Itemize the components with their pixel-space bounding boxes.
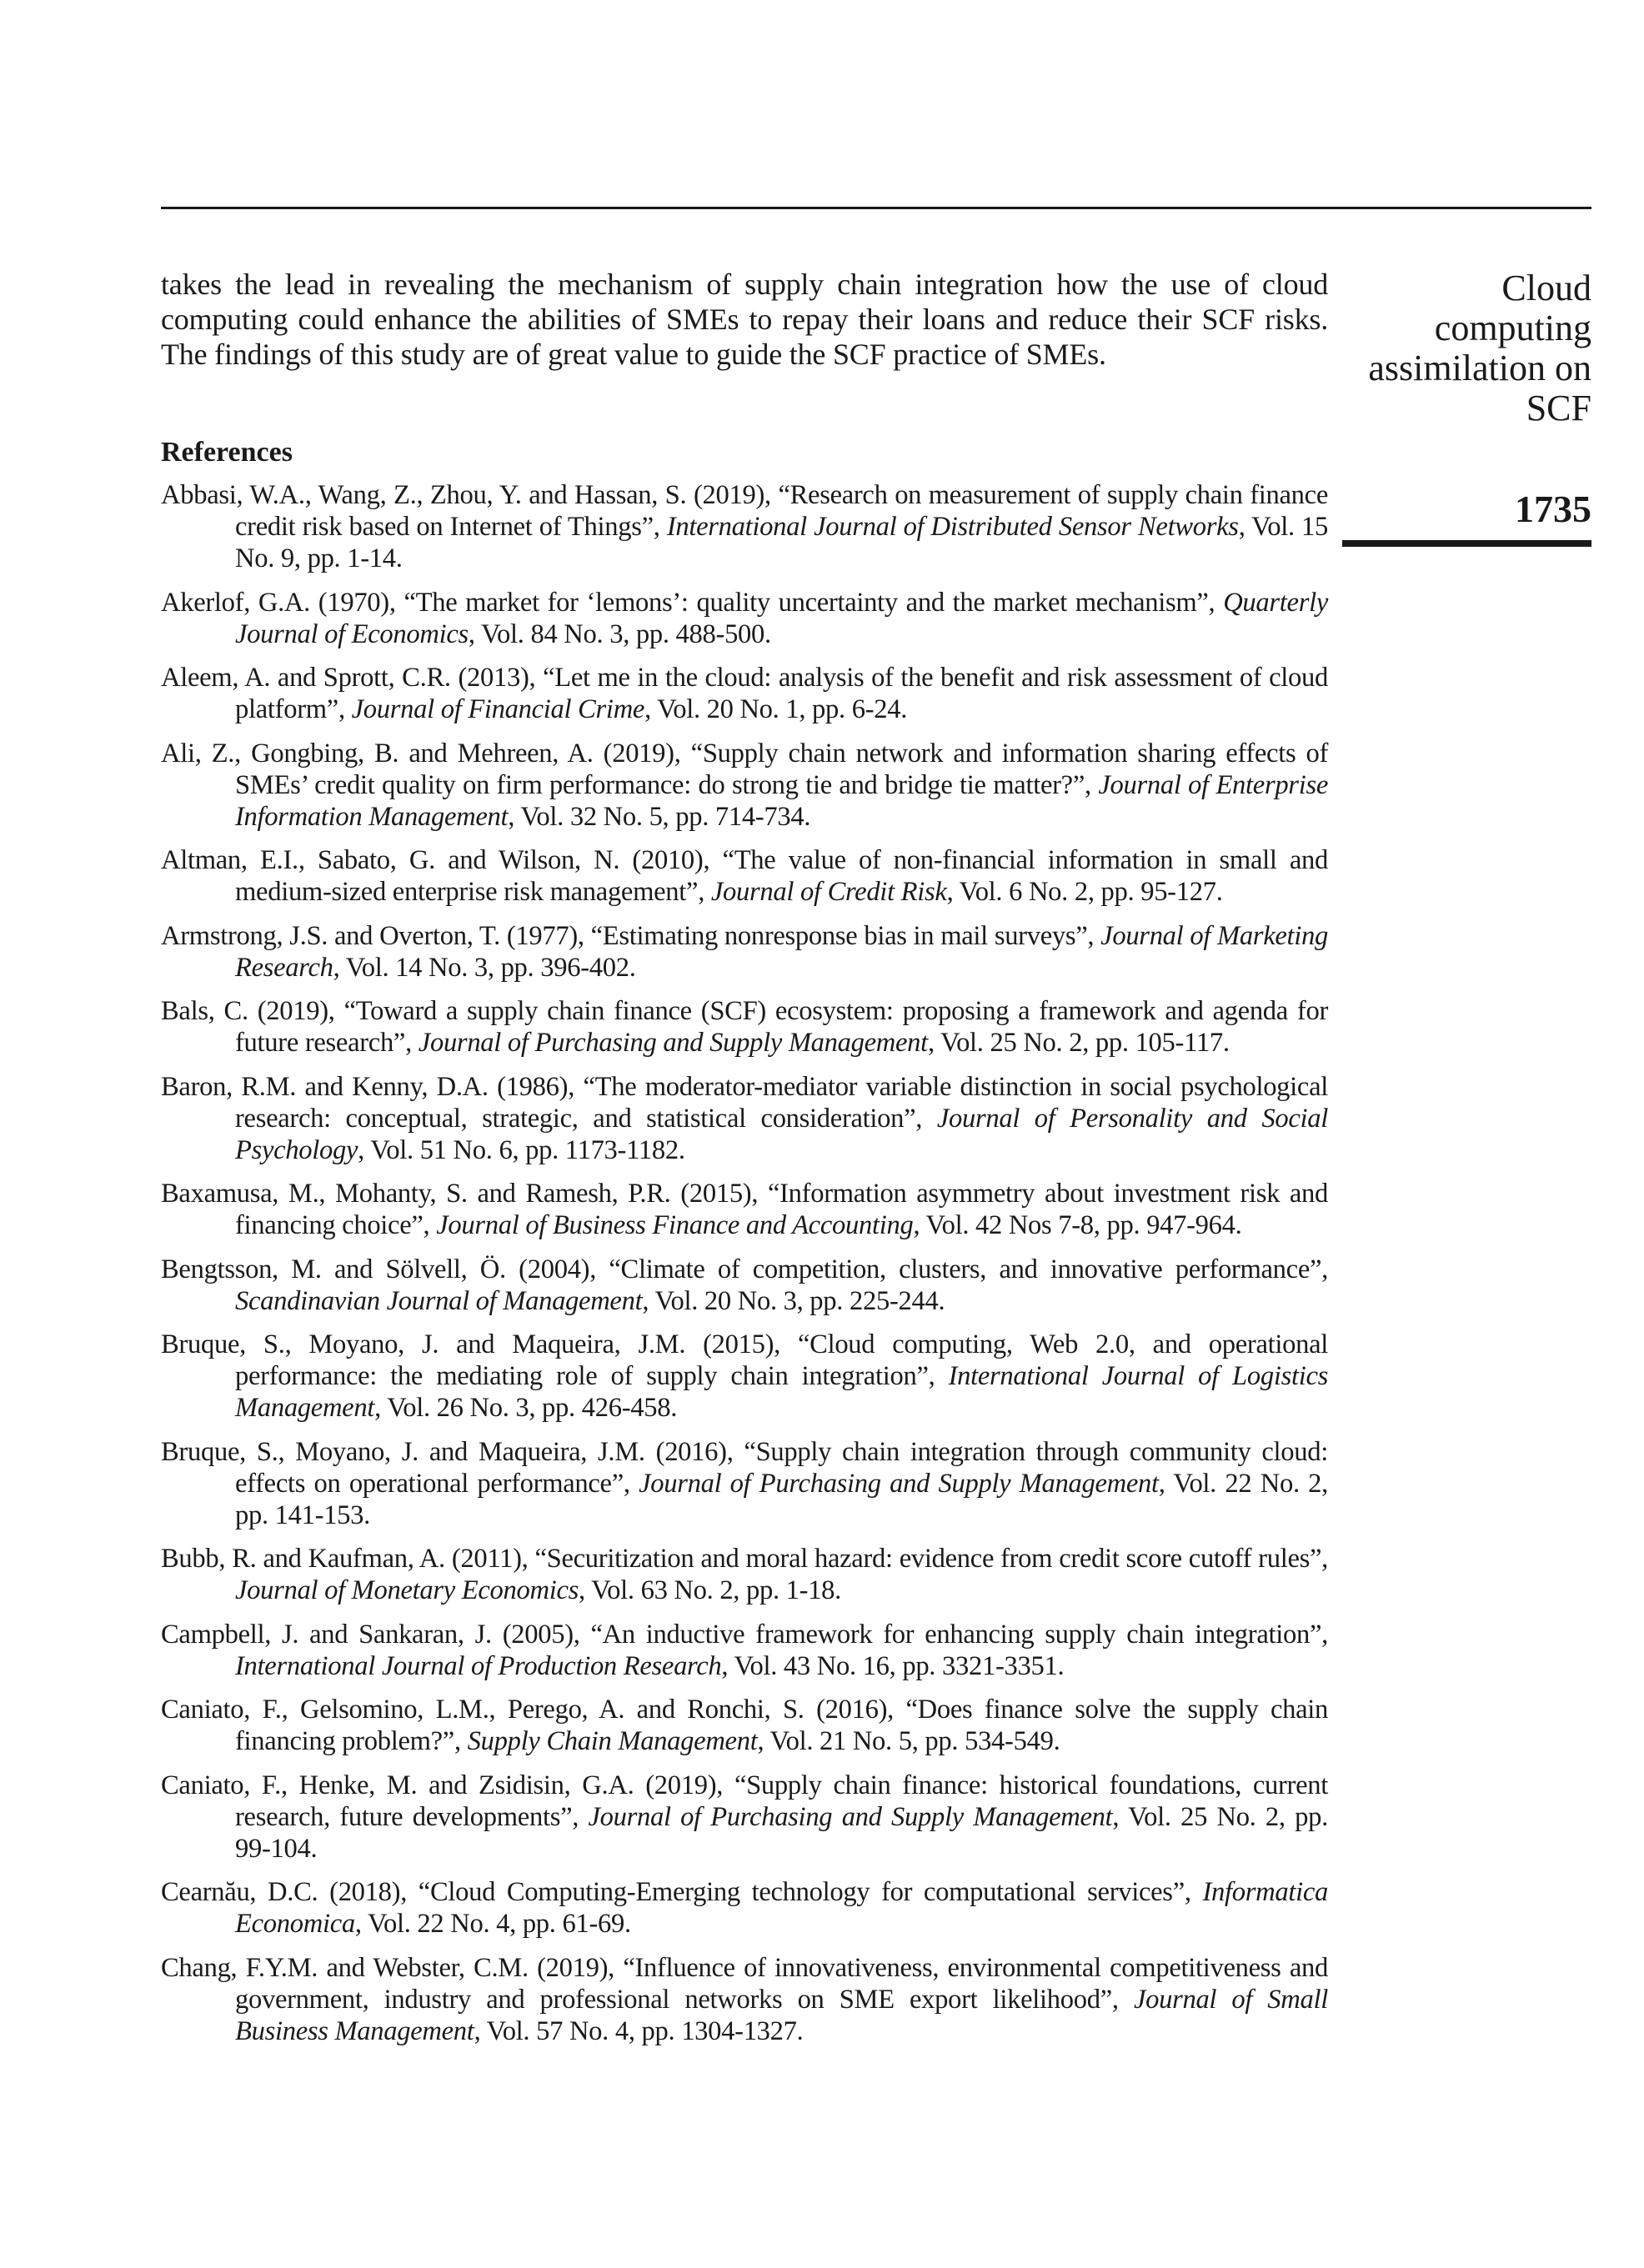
reference-entry <box>161 479 1328 574</box>
reference-details: , Vol. 21 No. 5, pp. 534-549. <box>757 1726 1060 1756</box>
reference-citation: Bruque, S., Moyano, J. and Maqueira, J.M. (2015), “Cloud computing, Web 2.0, and operational performance: the mediating role of supply chain integration”, <box>161 1329 1328 1391</box>
reference-journal: Scandinavian Journal of Management <box>235 1285 643 1316</box>
reference-details: , Vol. 42 Nos 7-8, pp. 947-964. <box>913 1210 1242 1240</box>
main-column <box>161 267 1328 2059</box>
reference-journal: Journal of Marketing Research <box>235 920 1328 983</box>
reference-journal: Journal of Business Finance and Accounting <box>436 1210 914 1240</box>
reference-entry <box>161 1770 1328 1865</box>
reference-entry <box>161 1694 1328 1757</box>
reference-details: , Vol. 20 No. 3, pp. 225-244. <box>642 1285 945 1316</box>
reference-details: , Vol. 15 No. 9, pp. 1-14. <box>235 512 1328 573</box>
reference-details: , Vol. 6 No. 2, pp. 95-127. <box>946 877 1223 907</box>
reference-citation: Caniato, F., Henke, M. and Zsidisin, G.A. (2019), “Supply chain finance: historical foundations, current research, future developments”, <box>161 1770 1328 1832</box>
reference-details: , Vol. 32 No. 5, pp. 714-734. <box>508 801 811 832</box>
reference-details: , Vol. 84 No. 3, pp. 488-500. <box>468 618 771 649</box>
page-number: 1735 <box>1515 488 1591 530</box>
reference-journal: Journal of Purchasing and Supply Management <box>418 1028 928 1058</box>
reference-citation: Altman, E.I., Sabato, G. and Wilson, N. (2010), “The value of non-financial information in small and medium-sized enterprise risk management”, <box>161 845 1328 907</box>
reference-journal: International Journal of Production Research <box>235 1650 722 1681</box>
running-title-line: Cloud <box>1501 268 1591 308</box>
reference-journal: International Journal of Distributed Sensor Networks <box>666 512 1239 542</box>
reference-list <box>161 479 1328 2047</box>
reference-citation: Bruque, S., Moyano, J. and Maqueira, J.M. (2016), “Supply chain integration through community cloud: effects on operational performance”, <box>161 1436 1328 1499</box>
reference-citation: Armstrong, J.S. and Overton, T. (1977), “Estimating nonresponse bias in mail surveys”, <box>161 920 1101 951</box>
reference-details: , Vol. 25 No. 2, pp. 105-117. <box>927 1028 1230 1058</box>
reference-details: , Vol. 43 No. 16, pp. 3321-3351. <box>721 1650 1065 1681</box>
reference-citation: Baxamusa, M., Mohanty, S. and Ramesh, P.R. (2015), “Information asymmetry about investment risk and financing choice”, <box>161 1179 1328 1240</box>
reference-details: , Vol. 57 No. 4, pp. 1304-1327. <box>474 2015 804 2046</box>
reference-journal: Informatica Economica <box>235 1877 1328 1939</box>
reference-citation: Bengtsson, M. and Sölvell, Ö. (2004), “Climate of competition, clusters, and innovative performance”, <box>161 1254 1328 1284</box>
reference-entry <box>161 1543 1328 1606</box>
reference-entry <box>161 1952 1328 2047</box>
reference-entry <box>161 662 1328 725</box>
reference-entry <box>161 1329 1328 1424</box>
intro-paragraph: takes the lead in revealing the mechanism of supply chain integration how the use of cloud computing could enhance the abilities of SMEs to repay their loans and reduce their SCF risks. The findings of this study are of great value to guide the SCF practice of SMEs. <box>161 268 1328 371</box>
reference-entry <box>161 844 1328 908</box>
reference-details: , Vol. 26 No. 3, pp. 426-458. <box>374 1393 678 1423</box>
reference-details: , Vol. 22 No. 2, pp. 141-153. <box>235 1468 1328 1530</box>
reference-entry <box>161 1619 1328 1682</box>
reference-entry <box>161 738 1328 833</box>
running-title-line: SCF <box>1526 388 1591 428</box>
reference-citation: Akerlof, G.A. (1970), “The market for ‘lemons’: quality uncertainty and the market mechanism”, <box>161 587 1224 618</box>
reference-citation: Baron, R.M. and Kenny, D.A. (1986), “The moderator-mediator variable distinction in social psychological research: conceptual, strategic, and statistical consideration”, <box>161 1071 1328 1134</box>
reference-journal: Journal of Personality and Social Psychology <box>235 1103 1328 1165</box>
reference-journal: Supply Chain Management <box>467 1726 758 1756</box>
reference-journal: Journal of Small Business Management <box>235 1984 1329 2046</box>
reference-details: , Vol. 22 No. 4, pp. 61-69. <box>354 1909 631 1939</box>
reference-journal: International Journal of Logistics Management <box>235 1361 1328 1423</box>
reference-citation: Cearnău, D.C. (2018), “Cloud Computing-Emerging technology for computational services”, <box>161 1877 1203 1907</box>
reference-entry <box>161 920 1328 984</box>
reference-citation: Campbell, J. and Sankaran, J. (2005), “An inductive framework for enhancing supply chain integration”, <box>161 1619 1328 1650</box>
reference-citation: Chang, F.Y.M. and Webster, C.M. (2019), “Influence of innovativeness, environmental competitiveness and government, industry and professional networks on SME export likelihood”, <box>161 1952 1328 2015</box>
reference-details: , Vol. 20 No. 1, pp. 6-24. <box>644 694 908 724</box>
reference-journal: Quarterly Journal of Economics <box>235 587 1328 649</box>
reference-journal: Journal of Credit Risk <box>710 877 947 907</box>
reference-citation: Abbasi, W.A., Wang, Z., Zhou, Y. and Hassan, S. (2019), “Research on measurement of supply chain finance credit risk based on Internet of Things”, <box>161 480 1328 542</box>
reference-journal: Journal of Purchasing and Supply Management <box>588 1801 1113 1832</box>
reference-details: , Vol. 14 No. 3, pp. 396-402. <box>333 952 636 983</box>
reference-journal: Journal of Monetary Economics <box>235 1575 579 1605</box>
reference-journal: Journal of Enterprise Information Management <box>235 769 1328 832</box>
header-rule <box>161 207 1591 209</box>
reference-entry <box>161 1436 1328 1531</box>
reference-citation: Aleem, A. and Sprott, C.R. (2013), “Let me in the cloud: analysis of the benefit and risk assessment of cloud platform”, <box>161 663 1328 724</box>
reference-entry <box>161 587 1328 650</box>
reference-entry <box>161 1071 1328 1166</box>
references-heading: References <box>161 437 293 468</box>
reference-citation: Bals, C. (2019), “Toward a supply chain finance (SCF) ecosystem: proposing a framework and agenda for future research”, <box>161 996 1328 1058</box>
reference-details: , Vol. 63 No. 2, pp. 1-18. <box>579 1575 842 1605</box>
reference-citation: Caniato, F., Gelsomino, L.M., Perego, A. and Ronchi, S. (2016), “Does finance solve the supply chain financing problem?”, <box>161 1695 1328 1756</box>
reference-entry <box>161 1254 1328 1317</box>
reference-details: , Vol. 25 No. 2, pp. 99-104. <box>235 1801 1328 1864</box>
reference-entry <box>161 1178 1328 1241</box>
reference-entry <box>161 995 1328 1059</box>
reference-journal: Journal of Financial Crime <box>351 694 645 724</box>
running-title-line: computing <box>1434 308 1591 348</box>
reference-details: , Vol. 51 No. 6, pp. 1173-1182. <box>358 1134 685 1165</box>
reference-entry <box>161 1876 1328 1940</box>
page-number-rule <box>1342 540 1591 547</box>
running-title-line: assimilation on <box>1368 348 1591 388</box>
reference-citation: Bubb, R. and Kaufman, A. (2011), “Securitization and moral hazard: evidence from credit score cutoff rules”, <box>161 1544 1328 1574</box>
reference-citation: Ali, Z., Gongbing, B. and Mehreen, A. (2019), “Supply chain network and information sharing effects of SMEs’ credit quality on firm performance: do strong tie and bridge tie matter?”, <box>161 738 1328 800</box>
reference-journal: Journal of Purchasing and Supply Management <box>639 1468 1159 1499</box>
